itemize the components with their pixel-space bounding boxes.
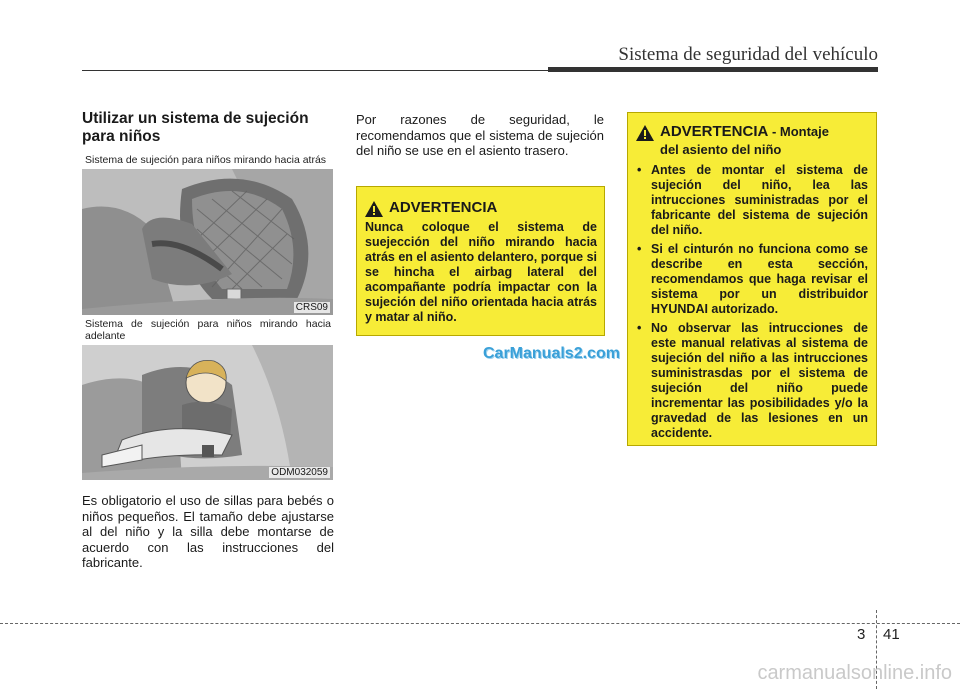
warning-triangle-icon (636, 125, 654, 141)
section-header: Sistema de seguridad del vehículo (618, 44, 878, 65)
warning-box-installation (627, 112, 877, 446)
warning-title: ADVERTENCIA (389, 199, 498, 216)
forward-facing-seat-image (82, 345, 333, 480)
header-rule-thick (548, 67, 878, 72)
warning-box-front-seat (356, 186, 605, 336)
page-number: 41 (883, 626, 900, 643)
footer-rule (0, 623, 960, 624)
watermark-carmanualsonline: carmanualsonline.info (757, 662, 952, 684)
warning-header-installation (636, 123, 868, 159)
title-line-2: para niños (82, 128, 161, 145)
warning-text: Nunca coloque el sistema de suejección del niño mirando hacia atrás en el asiento delantero, porque si se hincha el airbag lateral del acompañante podría impactar con la sujeción del niño orientada hacia atrás y matar al niño. (365, 220, 598, 324)
image-code-crs09: CRS09 (295, 302, 328, 313)
rear-facing-seat-illustration (82, 169, 333, 315)
left-column (82, 110, 334, 146)
warning-title-installation (660, 123, 829, 159)
left-paragraph: Es obligatorio el uso de sillas para bebés o niños pequeños. El tamaño debe ajustarse al del niño y la silla debe montarse de acuerdo con las instrucciones del fabricante. (82, 493, 334, 570)
warning-subtitle-b: del asiento del niño (660, 142, 782, 157)
middle-paragraph: Por razones de seguridad, le recomendamos que el sistema de sujeción del niño se use en el asiento trasero. (356, 112, 604, 158)
chapter-number: 3 (857, 626, 866, 643)
list-item: • Antes de montar el sistema de sujeción del niño, lea las intrucciones suministradas por el fabricante del sistema de sujeción del niño. (636, 163, 868, 238)
section-title (82, 110, 334, 146)
caption-forward-facing: Sistema de sujeción para niños mirando hacia adelante (85, 318, 331, 342)
warning-title-main: ADVERTENCIA (660, 123, 769, 140)
warning-subtitle-a: - Montaje (768, 124, 830, 139)
image-code-odm032059: ODM032059 (271, 467, 328, 478)
list-item: • No observar las intrucciones de este manual relativas al sistema de sujeción del niño a las intrucciones suministrasdas por el sistema de sujeción del niño puede incrementar las posibilidades y/o la gravedad de las lesiones en un accidente. (636, 321, 868, 441)
caption-rear-facing: Sistema de sujeción para niños mirando hacia atrás (85, 154, 327, 166)
middle-column (356, 112, 604, 159)
rear-facing-seat-image (82, 169, 333, 315)
list-item: • Si el cinturón no funciona como se describe en esta sección, recomendamos que haga revisar el sistema por un distribuidor HYUNDAI autorizado. (636, 242, 868, 317)
warning-list (636, 163, 868, 441)
warning-triangle-icon (365, 201, 383, 217)
title-line-1: Utilizar un sistema de sujeción (82, 110, 309, 127)
warning-header (365, 199, 597, 217)
forward-facing-seat-illustration (82, 345, 333, 480)
watermark-carmanuals2: CarManuals2.com (483, 345, 620, 362)
